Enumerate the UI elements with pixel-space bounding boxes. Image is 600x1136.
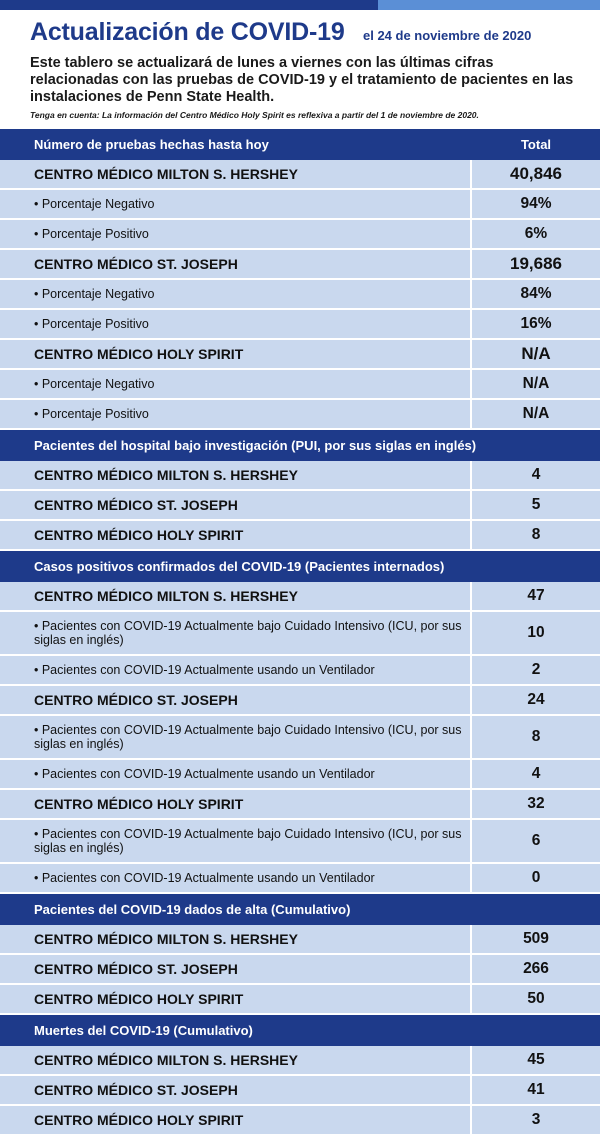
metric-row [0, 612, 600, 656]
metric-value: 8 [531, 526, 541, 543]
facility-name: CENTRO MÉDICO ST. JOSEPH [0, 955, 472, 983]
total-column-header: Total [520, 137, 552, 152]
metric-value: 50 [527, 990, 545, 1007]
metric-value: 94% [520, 195, 552, 212]
top-bar-light-segment [378, 0, 600, 10]
metric-row [0, 820, 600, 864]
facility-row [0, 582, 600, 612]
facility-row [0, 250, 600, 280]
metric-label: • Pacientes con COVID-19 Actualmente bajo Cuidado Intensivo (ICU, por sus siglas en inglés) [0, 820, 472, 862]
metric-label: • Pacientes con COVID-19 Actualmente usando un Ventilador [0, 760, 472, 788]
metric-value: 40,846 [510, 164, 562, 183]
section-header [0, 1015, 600, 1046]
metric-row [0, 220, 600, 250]
metric-label: • Pacientes con COVID-19 Actualmente usando un Ventilador [0, 864, 472, 892]
section-title: Muertes del COVID-19 (Cumulativo) [34, 1023, 253, 1038]
metric-label: • Porcentaje Positivo [0, 310, 472, 338]
facility-name: CENTRO MÉDICO HOLY SPIRIT [0, 985, 472, 1013]
metric-label: • Porcentaje Negativo [0, 370, 472, 398]
metric-row [0, 656, 600, 686]
facility-row [0, 1076, 600, 1106]
section-header [0, 129, 600, 160]
metric-value: N/A [522, 375, 550, 392]
metric-label: • Pacientes con COVID-19 Actualmente usando un Ventilador [0, 656, 472, 684]
facility-name: CENTRO MÉDICO MILTON S. HERSHEY [0, 582, 472, 610]
facility-row [0, 160, 600, 190]
stats-table [0, 129, 600, 1136]
facility-name: CENTRO MÉDICO HOLY SPIRIT [0, 521, 472, 549]
metric-value: 41 [527, 1081, 545, 1098]
facility-name: CENTRO MÉDICO MILTON S. HERSHEY [0, 1046, 472, 1074]
facility-name: CENTRO MÉDICO MILTON S. HERSHEY [0, 925, 472, 953]
facility-row [0, 1106, 600, 1136]
facility-row [0, 521, 600, 551]
facility-row [0, 340, 600, 370]
facility-name: CENTRO MÉDICO HOLY SPIRIT [0, 1106, 472, 1134]
metric-value: 4 [531, 466, 541, 483]
metric-label: • Pacientes con COVID-19 Actualmente bajo Cuidado Intensivo (ICU, por sus siglas en inglés) [0, 716, 472, 758]
metric-row [0, 310, 600, 340]
metric-row [0, 370, 600, 400]
metric-label: • Porcentaje Positivo [0, 220, 472, 248]
metric-value: 32 [527, 795, 545, 812]
metric-value: 509 [523, 930, 549, 947]
section-header [0, 430, 600, 461]
metric-row [0, 400, 600, 430]
facility-row [0, 925, 600, 955]
facility-name: CENTRO MÉDICO ST. JOSEPH [0, 250, 472, 278]
section-title: Pacientes del COVID-19 dados de alta (Cumulativo) [34, 902, 351, 917]
section-header [0, 551, 600, 582]
metric-label: • Porcentaje Negativo [0, 190, 472, 218]
facility-name: CENTRO MÉDICO HOLY SPIRIT [0, 340, 472, 368]
top-bar-dark-segment [0, 0, 378, 10]
metric-value: 6% [524, 225, 548, 242]
facility-name: CENTRO MÉDICO ST. JOSEPH [0, 686, 472, 714]
section-title: Casos positivos confirmados del COVID-19 (Pacientes internados) [34, 559, 445, 574]
facility-name: CENTRO MÉDICO MILTON S. HERSHEY [0, 160, 472, 188]
section-header [0, 894, 600, 925]
metric-row [0, 864, 600, 894]
note-text: Tenga en cuenta: La información del Centro Médico Holy Spirit es reflexiva a partir del 1 de noviembre de 2020. [30, 110, 479, 120]
metric-row [0, 716, 600, 760]
metric-value: 3 [531, 1111, 541, 1128]
metric-row [0, 760, 600, 790]
metric-value: 45 [527, 1051, 545, 1068]
metric-value: 19,686 [510, 254, 562, 273]
metric-value: 8 [531, 728, 541, 745]
metric-label: • Porcentaje Negativo [0, 280, 472, 308]
metric-value: 0 [531, 869, 541, 886]
section-title: Número de pruebas hechas hasta hoy [34, 137, 269, 152]
metric-label: • Porcentaje Positivo [0, 400, 472, 428]
metric-value: 84% [520, 285, 552, 302]
page-title: Actualización de COVID-19 [30, 18, 345, 46]
intro-text: Este tablero se actualizará de lunes a viernes con las últimas cifras relacionadas con las pruebas de COVID-19 y el tratamiento de pacientes en las instalaciones de Penn State Health. [30, 55, 574, 105]
metric-row [0, 280, 600, 310]
facility-row [0, 790, 600, 820]
facility-row [0, 686, 600, 716]
section-title: Pacientes del hospital bajo investigación (PUI, por sus siglas en inglés) [34, 438, 477, 453]
metric-value: 16% [520, 315, 552, 332]
metric-value: N/A [522, 405, 550, 422]
facility-name: CENTRO MÉDICO HOLY SPIRIT [0, 790, 472, 818]
metric-value: 6 [531, 832, 541, 849]
page-header [30, 18, 580, 47]
metric-value: N/A [521, 344, 551, 363]
metric-value: 266 [523, 960, 549, 977]
facility-row [0, 1046, 600, 1076]
metric-value: 5 [531, 496, 541, 513]
metric-value: 24 [527, 691, 545, 708]
metric-row [0, 190, 600, 220]
metric-value: 2 [531, 661, 541, 678]
facility-row [0, 461, 600, 491]
metric-value: 47 [527, 587, 545, 604]
facility-row [0, 491, 600, 521]
top-color-bar [0, 0, 600, 10]
update-date: el 24 de noviembre de 2020 [362, 28, 532, 43]
metric-value: 4 [531, 765, 541, 782]
facility-name: CENTRO MÉDICO MILTON S. HERSHEY [0, 461, 472, 489]
metric-value: 10 [527, 624, 545, 641]
facility-row [0, 955, 600, 985]
facility-name: CENTRO MÉDICO ST. JOSEPH [0, 1076, 472, 1104]
facility-name: CENTRO MÉDICO ST. JOSEPH [0, 491, 472, 519]
metric-label: • Pacientes con COVID-19 Actualmente bajo Cuidado Intensivo (ICU, por sus siglas en inglés) [0, 612, 472, 654]
facility-row [0, 985, 600, 1015]
